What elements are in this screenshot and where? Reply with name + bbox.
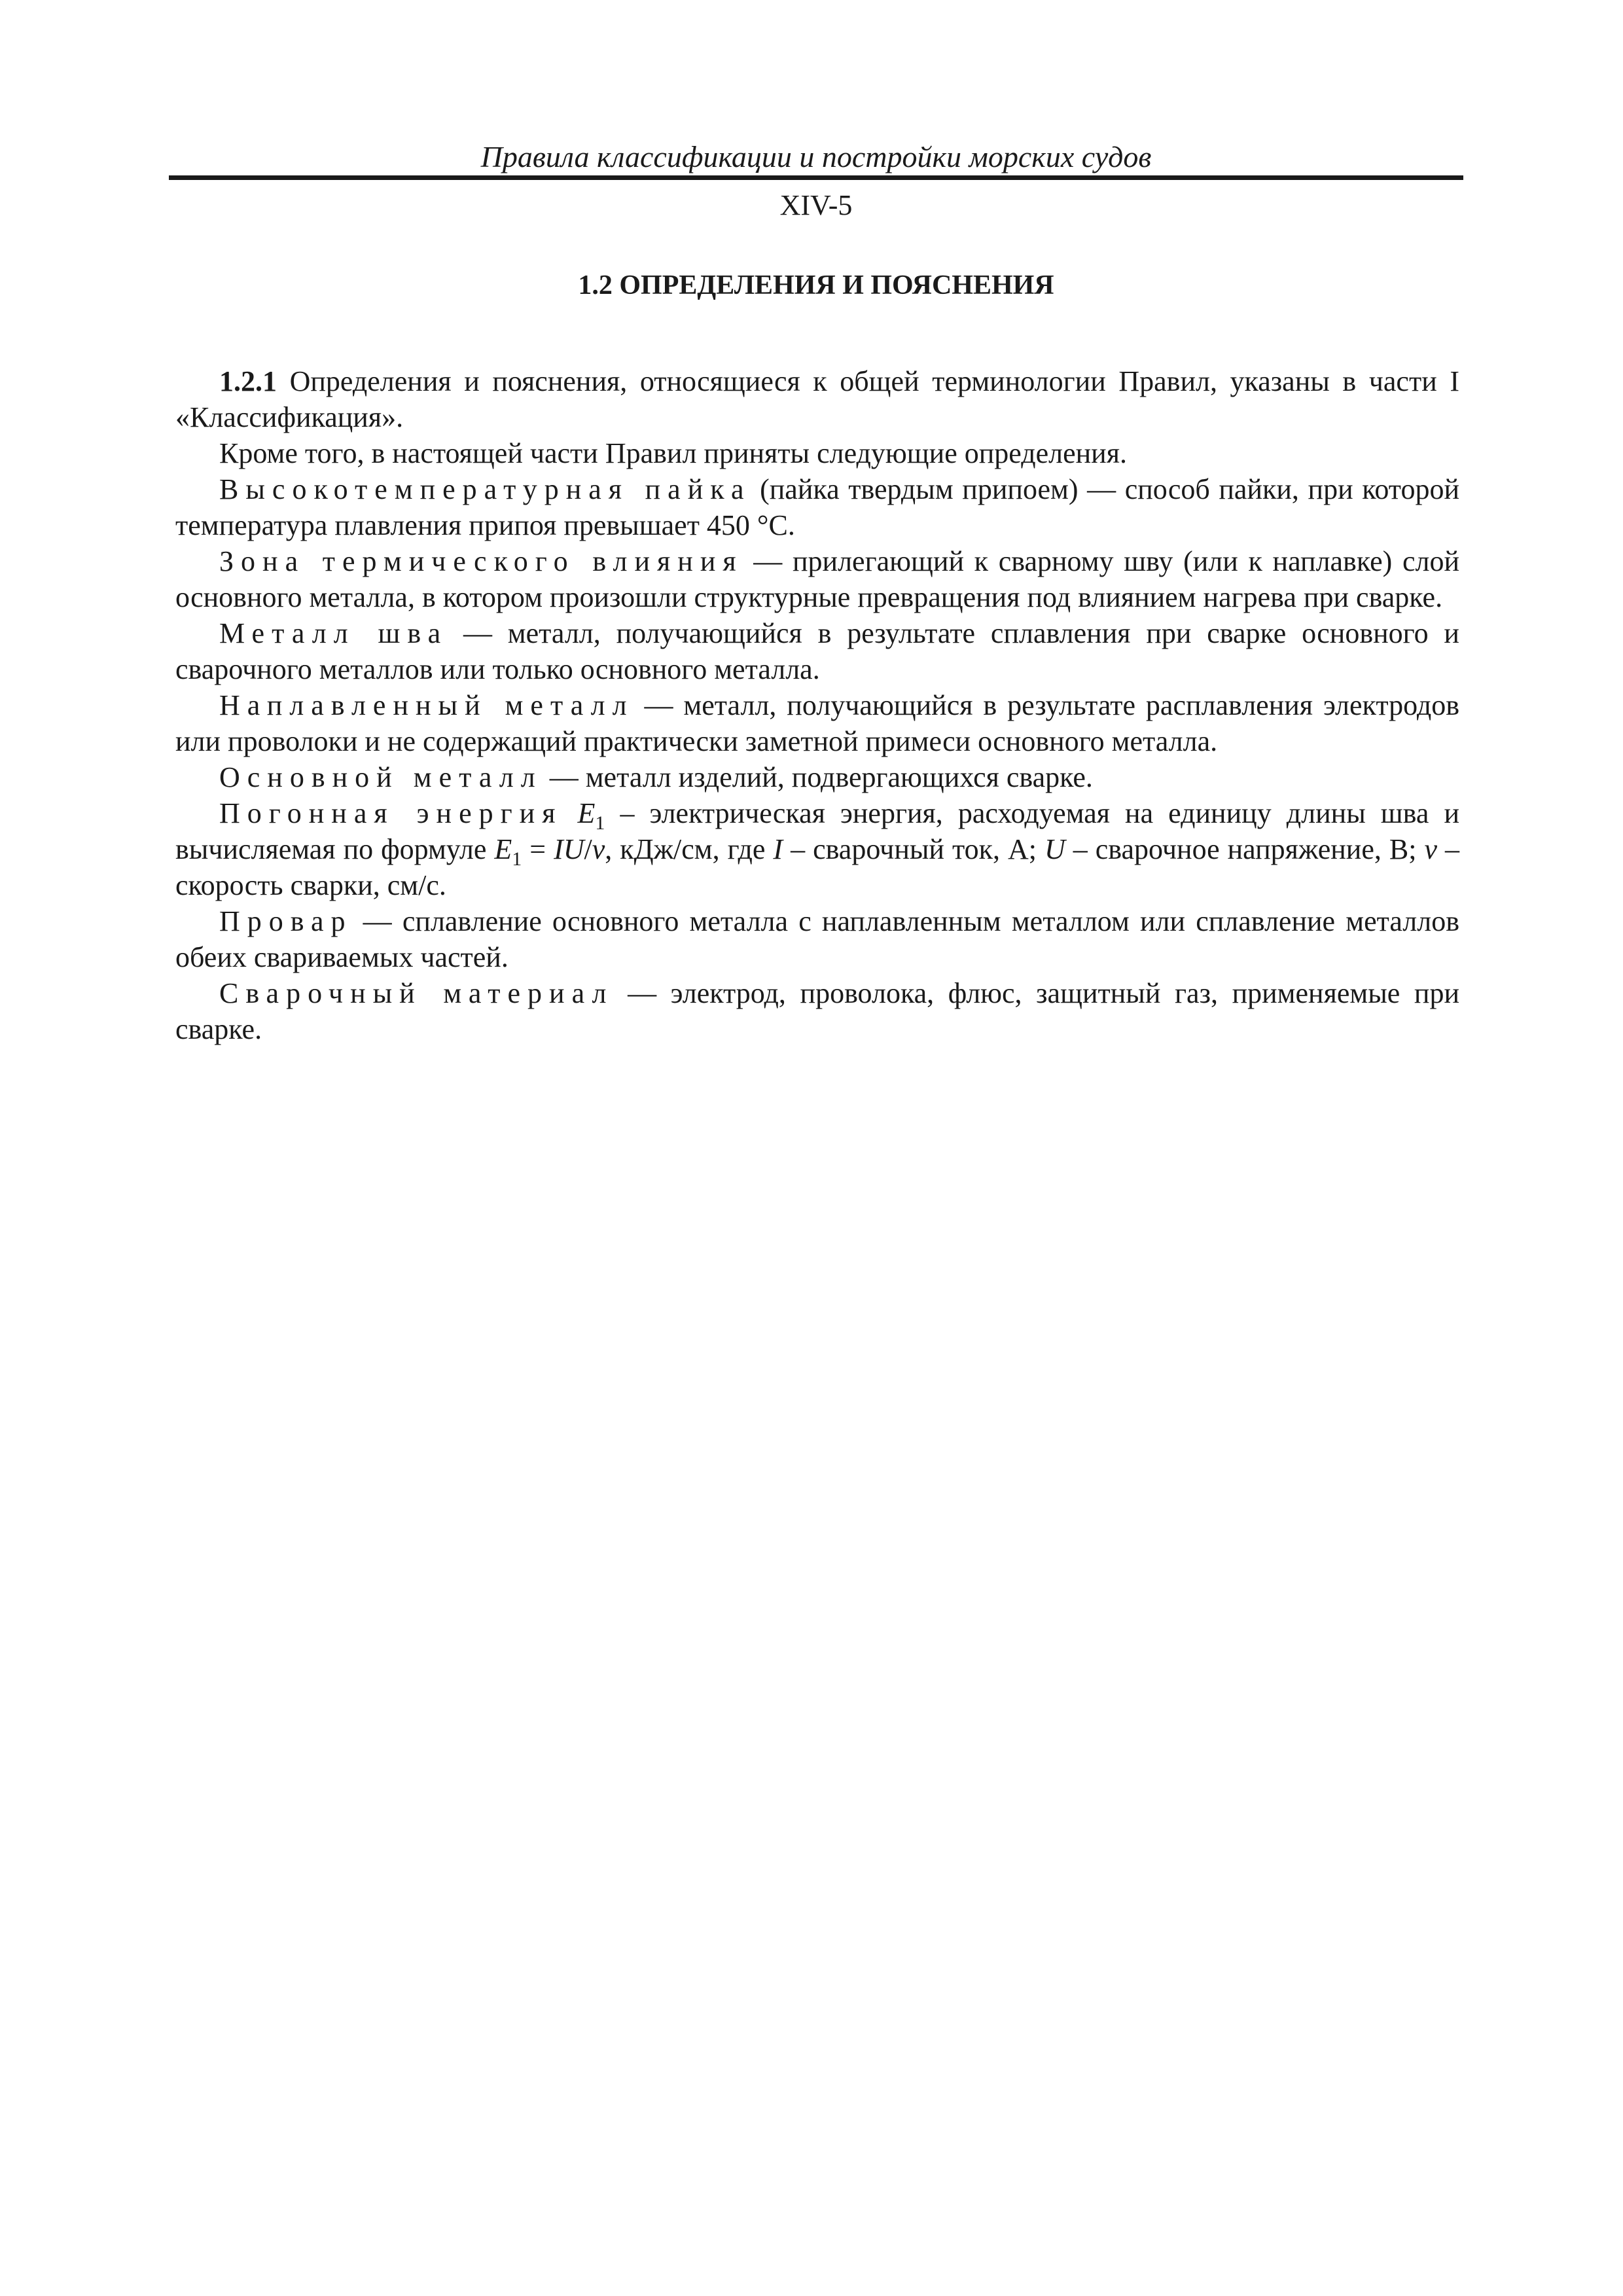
formula-slash: / — [584, 833, 592, 865]
formula-v: v — [592, 833, 605, 865]
symbol-e: E — [577, 797, 596, 829]
header-rule — [169, 175, 1463, 180]
definition-text: — металл изделий, подвергающихся сварке. — [542, 761, 1093, 793]
definition-text: — сплавление основного металла с наплавленным металлом или сплавление металлов обеих свариваемых частей. — [175, 905, 1459, 973]
definition-text: (пайка твердым припоем) — способ пайки, при которой температура плавления припоя превышает 450 °С. — [175, 473, 1459, 541]
definition-heat-affected-zone — [175, 543, 1459, 615]
paragraph-text: Кроме того, в настоящей части Правил приняты следующие определения. — [219, 437, 1127, 469]
paragraph-1-2-1 — [175, 363, 1459, 435]
definition-text: — прилегающий к сварному шву (или к наплавке) слой основного металла, в котором произошли структурные превращения под влиянием нагрева при сварке. — [175, 545, 1460, 613]
variable-v: v — [1424, 833, 1437, 865]
variable-u: U — [1044, 833, 1065, 865]
formula-e: E — [494, 833, 512, 865]
formula-equals: = — [522, 833, 554, 865]
definition-brazing — [175, 471, 1459, 543]
definition-deposited-metal — [175, 687, 1459, 759]
paragraph-intro — [175, 435, 1459, 471]
definition-text: — электрод, проволока, флюс, защитный газ, применяемые при сварке. — [175, 977, 1459, 1045]
definition-weld-metal — [175, 615, 1459, 687]
defined-term: Наплавленный металл — [219, 689, 634, 721]
definition-text: – сварочное напряжение, В; — [1065, 833, 1425, 865]
formula-subscript: 1 — [512, 848, 522, 870]
paragraph-text: Определения и пояснения, относящиеся к общей терминологии Правил, указаны в части I «Классификация». — [175, 365, 1459, 433]
defined-term: Высокотемпературная пайка — [219, 473, 751, 505]
defined-term: Основной металл — [219, 761, 543, 793]
section-title: 1.2 ОПРЕДЕЛЕНИЯ И ПОЯСНЕНИЯ — [578, 270, 1054, 300]
definition-text: — металл, получающийся в результате сплавления при сварке основного и сварочного металлов или только основного металла. — [175, 617, 1459, 685]
symbol-subscript: 1 — [595, 812, 605, 834]
defined-term: Провар — [219, 905, 353, 937]
definition-text: – электрическая энергия, расходуемая на единицу длины шва и вычисляемая по формуле — [175, 797, 1459, 865]
definition-welding-consumable — [175, 975, 1459, 1047]
body-text — [175, 363, 1459, 1047]
definition-text: — металл, получающийся в результате расплавления электродов или проволоки и не содержащий практически заметной примеси основного металла. — [175, 689, 1459, 757]
running-title: Правила классификации и постройки морских судов — [480, 140, 1152, 173]
defined-term: Сварочный материал — [219, 977, 614, 1009]
formula-iu: IU — [554, 833, 584, 865]
definition-text: – скорость сварки, см/с. — [175, 833, 1459, 901]
definition-text: – сварочный ток, А; — [783, 833, 1044, 865]
clause-number: 1.2.1 — [219, 365, 277, 397]
variable-i: I — [773, 833, 783, 865]
defined-term: Погонная энергия — [219, 797, 563, 829]
defined-term: Металл шва — [219, 617, 448, 649]
definition-penetration — [175, 903, 1459, 975]
page-number: XIV-5 — [779, 189, 853, 221]
defined-term: Зона термического влияния — [219, 545, 743, 577]
definition-text: , кДж/см, где — [605, 833, 774, 865]
definition-base-metal — [175, 759, 1459, 795]
definition-heat-input — [175, 795, 1459, 903]
